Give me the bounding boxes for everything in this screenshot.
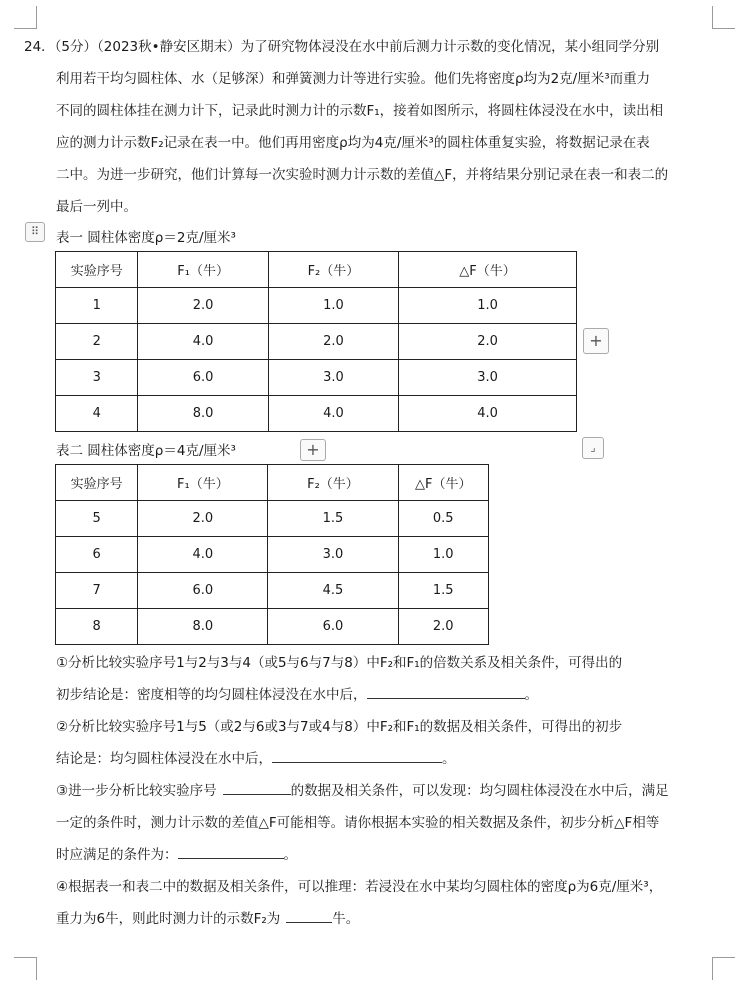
table-cell: 8.0	[138, 396, 268, 432]
subq4-text-post: 牛。	[332, 911, 360, 927]
table-cell: 2.0	[138, 501, 268, 537]
table2-header: △F（牛）	[398, 465, 489, 501]
table-cell: 5	[56, 501, 138, 537]
question-line-6: 最后一列中。	[56, 199, 137, 215]
table1-header: F₁（牛）	[138, 252, 268, 288]
subq3-text-3: 时应满足的条件为：	[56, 847, 178, 863]
table-cell: 3.0	[268, 360, 398, 396]
table-cell: 3.0	[268, 537, 398, 573]
page-corner-top-right	[712, 6, 735, 29]
table1-header-row	[56, 252, 577, 288]
table-cell: 1.5	[398, 573, 489, 609]
page-corner-top-left	[14, 6, 37, 29]
question-line-2: 利用若干均匀圆柱体、水（足够深）和弹簧测力计等进行实验。他们先将密度ρ均为2克/厘米³而重力	[56, 71, 651, 87]
question-line-4: 应的测力计示数F₂记录在表一中。他们再用密度ρ均为4克/厘米³的圆柱体重复实验，将数据记录在表	[56, 135, 650, 151]
table-cell: 2.0	[268, 324, 398, 360]
page-corner-bottom-right	[712, 957, 735, 980]
table-row	[56, 501, 489, 537]
table-cell: 2	[56, 324, 138, 360]
subq1-line-2	[56, 683, 538, 703]
table-cell: 8.0	[138, 609, 268, 645]
answer-blank-2[interactable]	[272, 748, 442, 763]
table-cell: 4.0	[268, 396, 398, 432]
table2-header: F₁（牛）	[138, 465, 268, 501]
subq3-end: 。	[283, 847, 297, 863]
table1-header: △F（牛）	[399, 252, 577, 288]
table-row	[56, 573, 489, 609]
table-cell: 6.0	[138, 360, 268, 396]
table-cell: 3	[56, 360, 138, 396]
table-cell: 2.0	[138, 288, 268, 324]
table2-caption: 表二 圆柱体密度ρ＝4克/厘米³	[56, 443, 236, 459]
subq3-text-post: 的数据及相关条件，可以发现：均匀圆柱体浸没在水中后，满足	[290, 783, 669, 799]
answer-blank-4[interactable]	[178, 844, 284, 859]
table1	[55, 251, 577, 432]
table1-header: F₂（牛）	[268, 252, 398, 288]
table1-caption: 表一 圆柱体密度ρ＝2克/厘米³	[56, 230, 236, 246]
subq3-text-pre: ③进一步分析比较实验序号	[56, 783, 217, 799]
table-row	[56, 360, 577, 396]
table-cell: 1.0	[398, 537, 489, 573]
table-cell: 1.0	[399, 288, 577, 324]
table-cell: 4.0	[138, 324, 268, 360]
subq3-line-1	[56, 779, 669, 799]
page-corner-bottom-left	[14, 957, 37, 980]
table-cell: 2.0	[398, 609, 489, 645]
table-row	[56, 288, 577, 324]
subq1-line-1: ①分析比较实验序号1与2与3与4（或5与6与7与8）中F₂和F₁的倍数关系及相关条件，可得出的	[56, 655, 623, 671]
question-line-3: 不同的圆柱体挂在测力计下，记录此时测力计的示数F₁，接着如图所示，将圆柱体浸没在水中，读出相	[56, 103, 664, 119]
subq4-line-1: ④根据表一和表二中的数据及相关条件，可以推理：若浸没在水中某均匀圆柱体的密度ρ为6克/厘米³，	[56, 879, 663, 895]
table-row	[56, 609, 489, 645]
subq2-end: 。	[442, 751, 456, 767]
table-cell: 4.5	[268, 573, 398, 609]
subq2-text: 结论是：均匀圆柱体浸没在水中后，	[56, 751, 272, 767]
subq2-line-2	[56, 747, 456, 767]
table2-header: 实验序号	[56, 465, 138, 501]
subq4-line-2	[56, 907, 359, 927]
table-resize-icon[interactable]: ⌟	[582, 437, 604, 459]
subq2-line-1: ②分析比较实验序号1与5（或2与6或3与7或4与8）中F₂和F₁的数据及相关条件，可得出的初步	[56, 719, 623, 735]
subq1-end: 。	[524, 687, 538, 703]
question-line-1: 24．（5分）（2023秋•静安区期末）为了研究物体浸没在水中前后测力计示数的变化情况，某小组同学分别	[24, 39, 660, 55]
subq3-line-3	[56, 843, 297, 863]
table1-header: 实验序号	[56, 252, 138, 288]
table-cell: 4.0	[138, 537, 268, 573]
table-cell: 6	[56, 537, 138, 573]
add-column-button[interactable]: +	[583, 328, 609, 354]
table2-header: F₂（牛）	[268, 465, 398, 501]
table-row	[56, 537, 489, 573]
subq1-text: 初步结论是：密度相等的均匀圆柱体浸没在水中后，	[56, 687, 367, 703]
table-cell: 7	[56, 573, 138, 609]
table-cell: 1.5	[268, 501, 398, 537]
table-cell: 1.0	[268, 288, 398, 324]
table2	[55, 464, 489, 645]
table-cell: 3.0	[399, 360, 577, 396]
table-cell: 6.0	[268, 609, 398, 645]
answer-blank-5[interactable]	[286, 908, 332, 923]
subq3-line-2: 一定的条件时，测力计示数的差值△F可能相等。请你根据本实验的相关数据及条件，初步分析△F相等	[56, 815, 660, 831]
table-cell: 0.5	[398, 501, 489, 537]
table-cell: 4.0	[399, 396, 577, 432]
answer-blank-1[interactable]	[367, 684, 525, 699]
table-row	[56, 396, 577, 432]
answer-blank-3[interactable]	[223, 780, 291, 795]
table-cell: 4	[56, 396, 138, 432]
add-row-button[interactable]: +	[300, 439, 326, 461]
table2-header-row	[56, 465, 489, 501]
table-cell: 6.0	[138, 573, 268, 609]
table-row	[56, 324, 577, 360]
table-move-handle-icon[interactable]: ⠿	[25, 222, 45, 242]
table-cell: 1	[56, 288, 138, 324]
table-cell: 2.0	[399, 324, 577, 360]
table-cell: 8	[56, 609, 138, 645]
subq4-text-pre: 重力为6牛，则此时测力计的示数F₂为	[56, 911, 281, 927]
question-line-5: 二中。为进一步研究，他们计算每一次实验时测力计示数的差值△F，并将结果分别记录在表一和表二的	[56, 167, 669, 183]
